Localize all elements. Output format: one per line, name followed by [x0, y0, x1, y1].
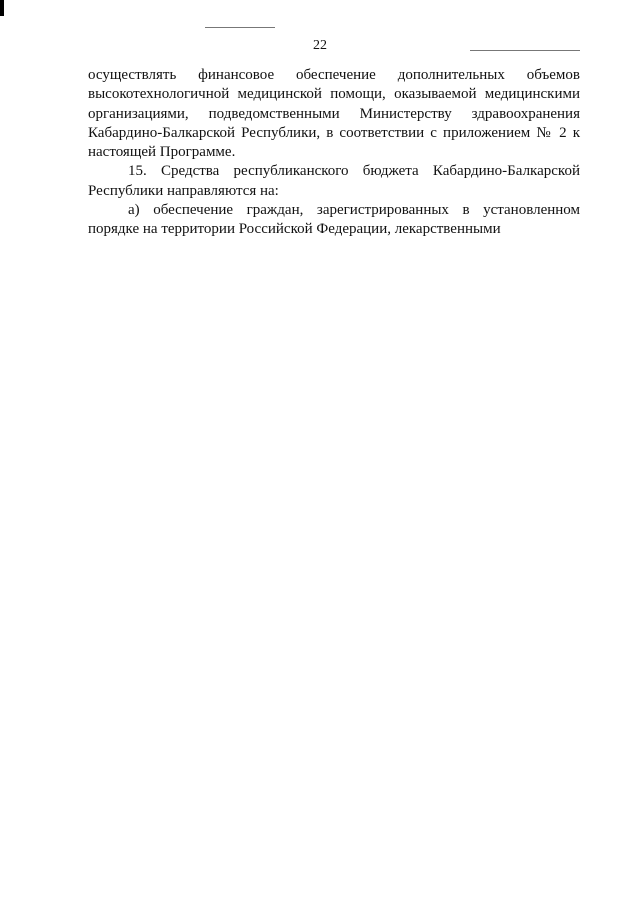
paragraph-15: 15. Средства республиканского бюджета Кабардино-Балкарской Республики направляются на: — [88, 163, 580, 199]
page-number: 22 — [313, 38, 327, 53]
paragraph-continuation: осуществлять финансовое обеспечение дополнительных объемов высокотехнологичной медицинской помощи, оказываемой медицинскими организациями, подведомственными Министерству здравоохранения Кабардино-Балкарской Республики, в соответствии с приложением № 2 к настоящей Программе. — [88, 67, 580, 161]
body-text — [88, 66, 580, 240]
scan-artifact-line — [205, 27, 275, 28]
scan-edge-mark — [0, 0, 4, 16]
paragraph-15a: а) обеспечение граждан, зарегистрированных в установленном порядке на территории Российской Федерации, лекарственными — [88, 202, 580, 238]
